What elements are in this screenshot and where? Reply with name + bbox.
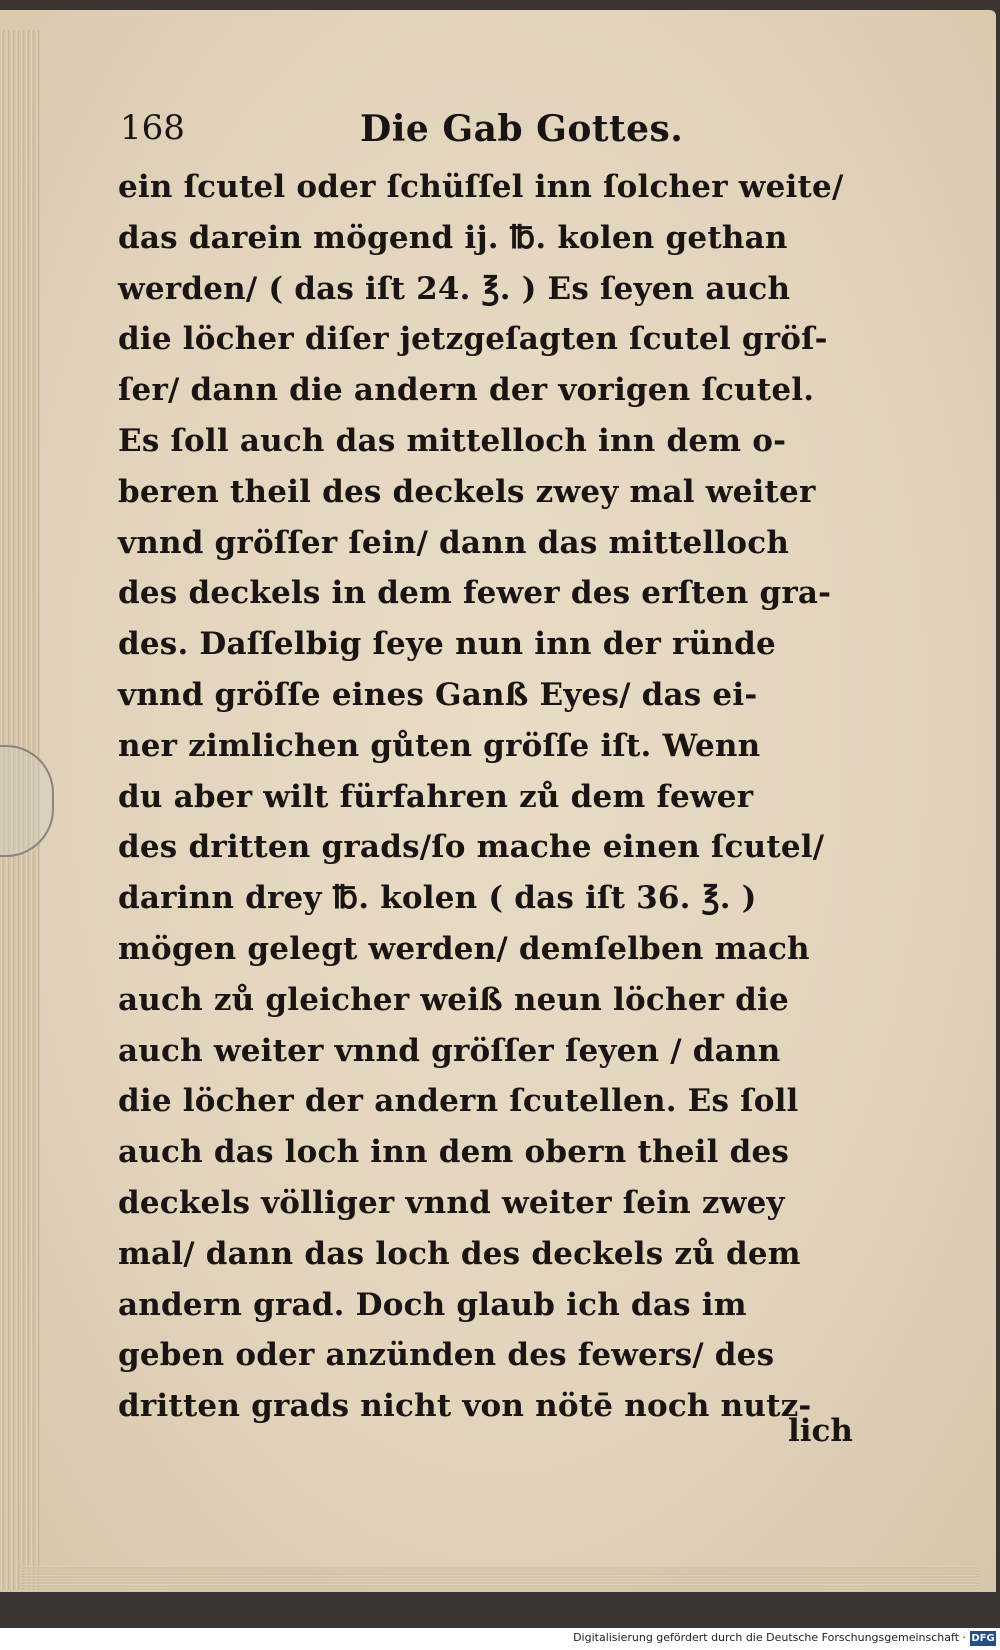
footer-bar bbox=[0, 1628, 1000, 1650]
text-line: werden/ ( das iſt 24. ℥. ) Es ſeyen auch bbox=[118, 270, 791, 307]
book-clip bbox=[0, 745, 54, 857]
text-line: deckels völliger vnnd weiter ſein zwey bbox=[118, 1184, 785, 1221]
text-line: mögen gelegt werden/ demſelben mach bbox=[118, 930, 810, 967]
text-line: auch weiter vnnd gröſſer ſeyen / dann bbox=[118, 1032, 781, 1069]
page-number: 168 bbox=[120, 108, 185, 148]
text-line: ſer/ dann die andern der vorigen ſcutel. bbox=[118, 372, 815, 409]
text-line: des dritten grads/ſo mache einen ſcutel/ bbox=[118, 829, 825, 866]
text-line: die löcher der andern ſcutellen. Es ſoll bbox=[118, 1083, 799, 1120]
dfg-logo: DFG bbox=[971, 1633, 995, 1644]
text-line: des deckels in dem fewer des erſten gra- bbox=[118, 575, 832, 612]
text-line: dritten grads nicht von nötē noch nutz- bbox=[118, 1388, 812, 1425]
book-page bbox=[0, 10, 996, 1592]
page-bottom-edges bbox=[20, 1566, 980, 1592]
text-line: du aber wilt fürfahren zů dem fewer bbox=[118, 778, 754, 815]
text-line: vnnd gröſſer ſein/ dann das mittelloch bbox=[118, 524, 790, 561]
text-block bbox=[118, 162, 918, 1432]
text-line: mal/ dann das loch des deckels zů dem bbox=[118, 1235, 801, 1272]
funding-credit: Digitalisierung gefördert durch die Deutsche Forschungsgemeinschaft · bbox=[573, 1631, 966, 1644]
catchword: lich bbox=[788, 1413, 853, 1449]
text-line: Es ſoll auch das mittelloch inn dem o- bbox=[118, 422, 787, 459]
text-line: die löcher diſer jetzgeſagten ſcutel gröſ- bbox=[118, 321, 828, 358]
page-header bbox=[120, 108, 880, 158]
text-line: auch zů gleicher weiß neun löcher die bbox=[118, 981, 789, 1018]
text-line: vnnd gröſſe eines Ganß Eyes/ das ei- bbox=[118, 676, 758, 713]
text-line: das darein mögend ij. ℔. kolen gethan bbox=[118, 219, 788, 256]
text-line: darinn drey ℔. kolen ( das iſt 36. ℥. ) bbox=[118, 880, 757, 917]
text-line: ein ſcutel oder ſchüſſel inn ſolcher weite/ bbox=[118, 169, 844, 205]
text-line: beren theil des deckels zwey mal weiter bbox=[118, 473, 816, 510]
running-title: Die Gab Gottes. bbox=[360, 108, 684, 150]
text-line: auch das loch inn dem obern theil des bbox=[118, 1134, 790, 1171]
text-line: ner zimlichen gůten gröſſe iſt. Wenn bbox=[118, 727, 761, 764]
text-line: geben oder anzünden des fewers/ des bbox=[118, 1337, 775, 1374]
text-line: andern grad. Doch glaub ich das im bbox=[118, 1286, 747, 1323]
text-line: des. Daſſelbig ſeye nun inn der ründe bbox=[118, 626, 776, 663]
